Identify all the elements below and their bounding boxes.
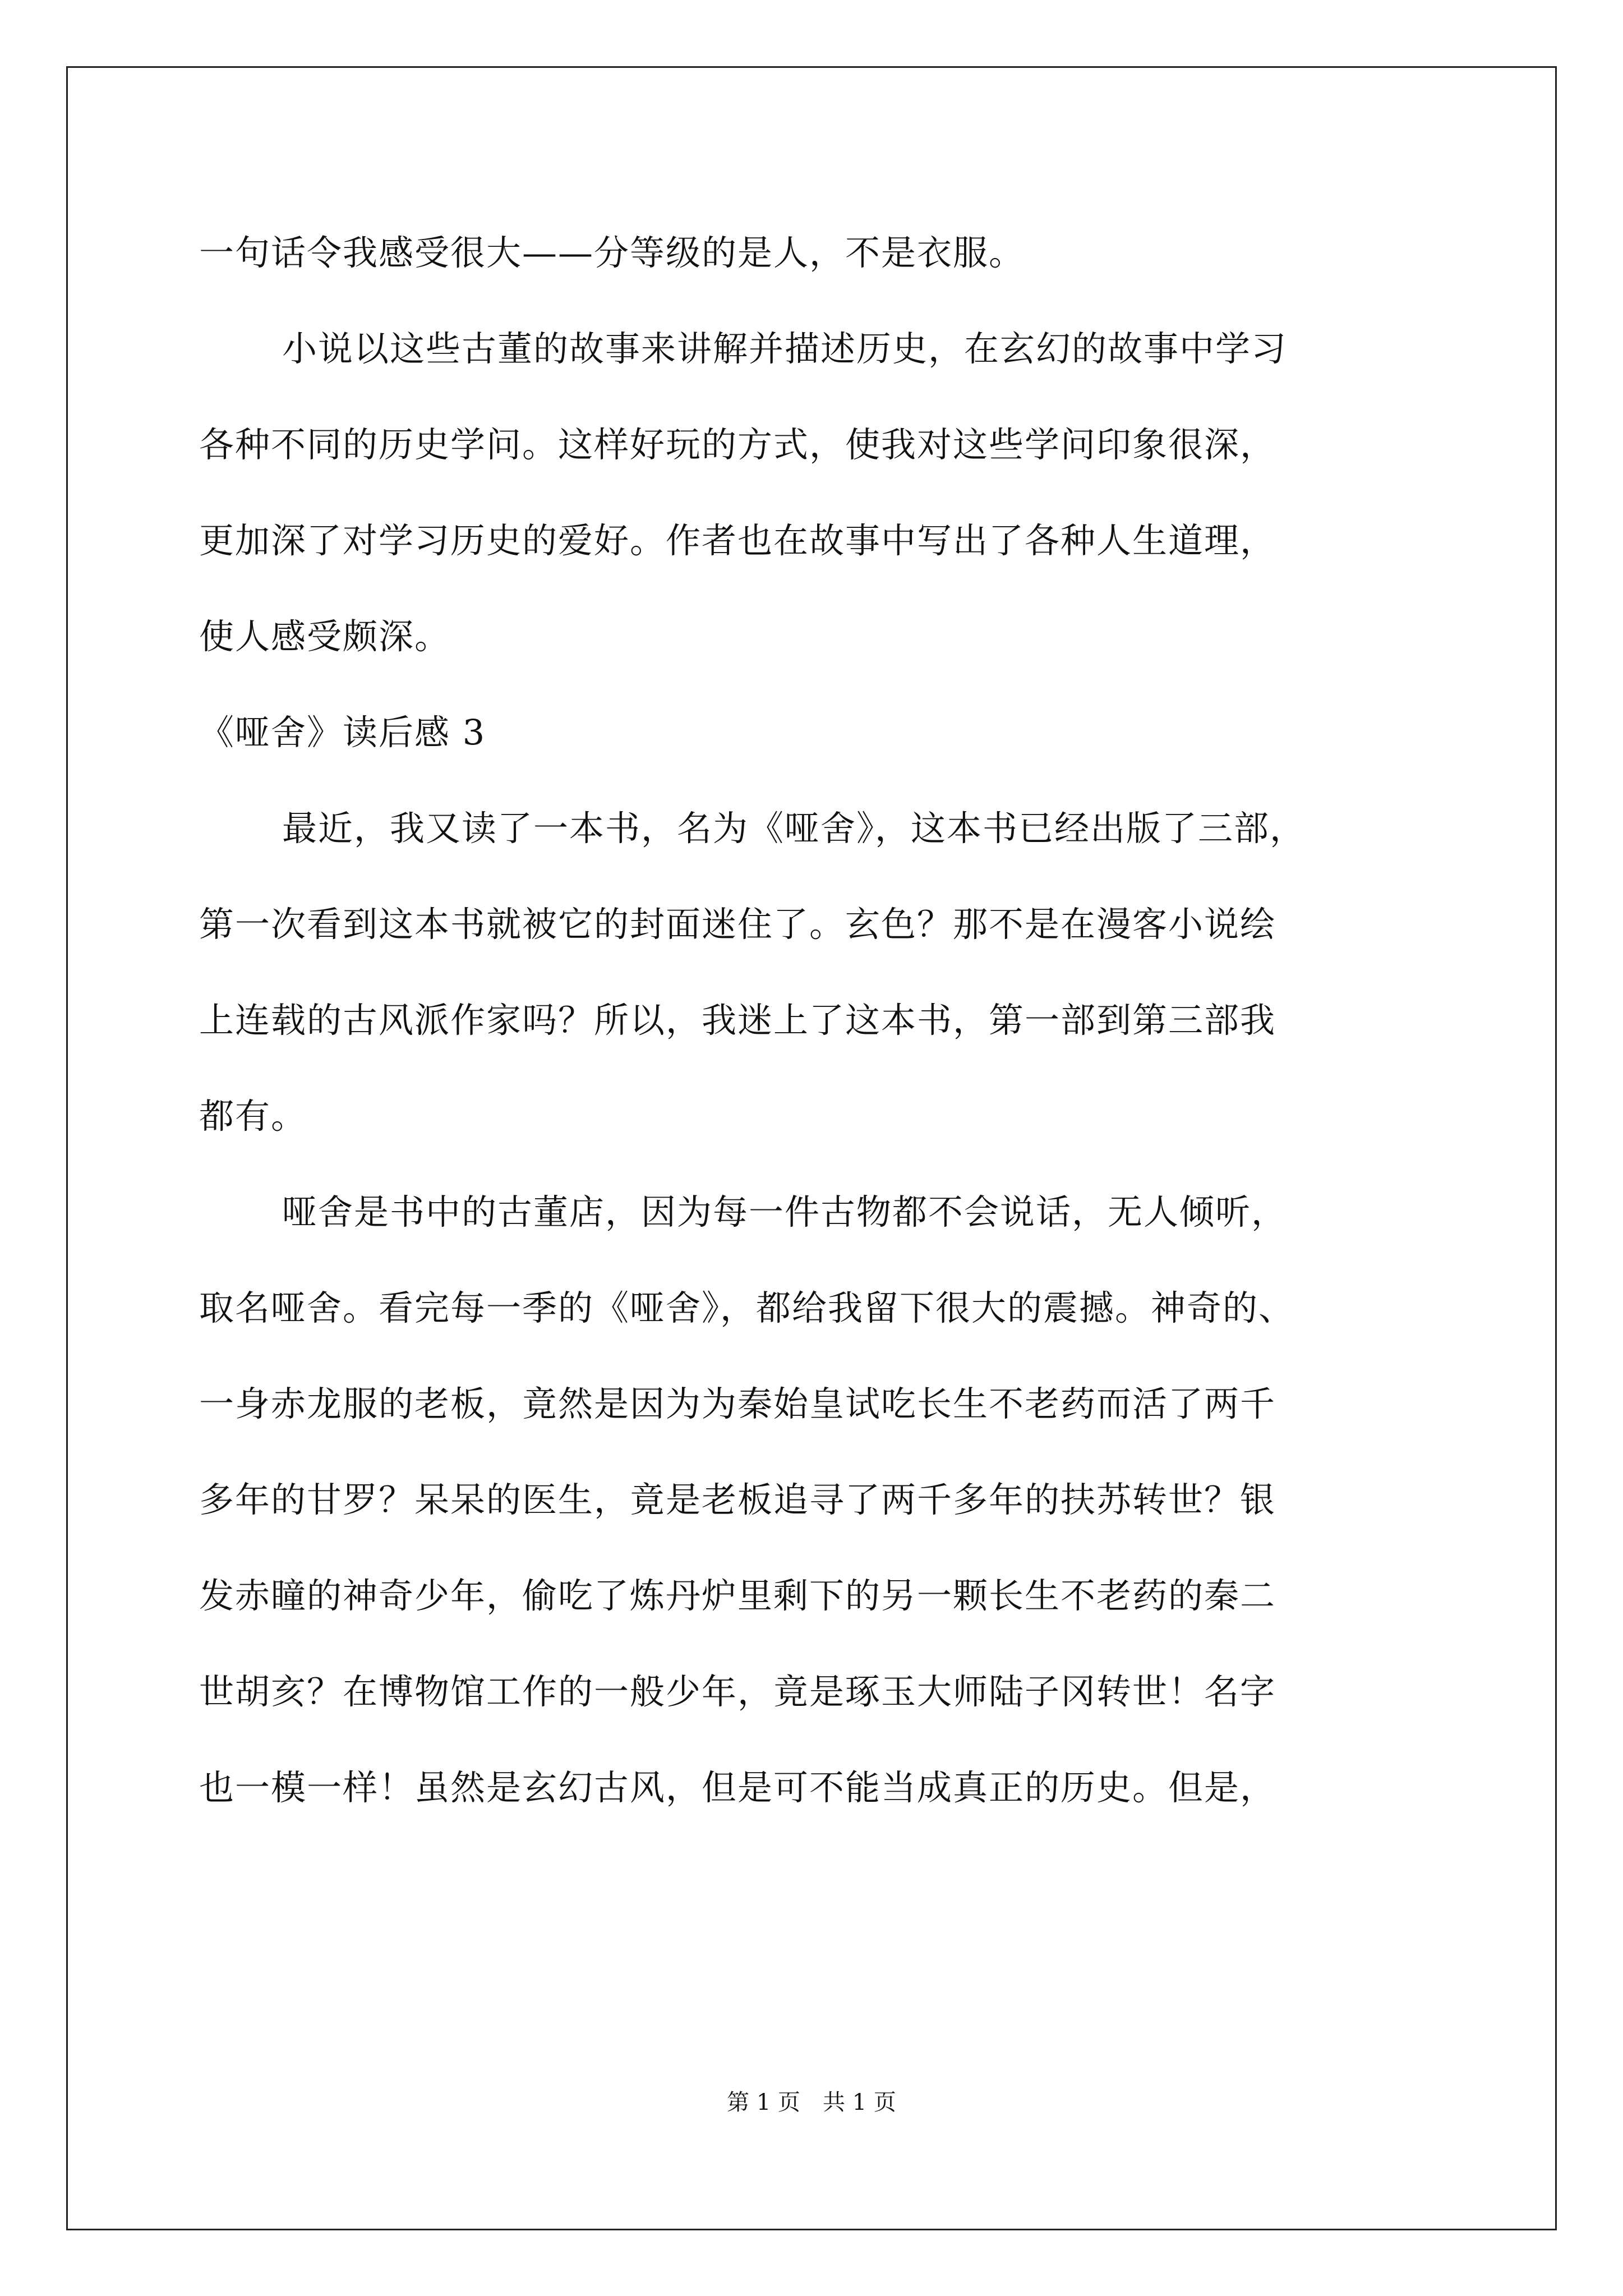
text-line-2: 小说以这些古董的故事来讲解并描述历史，在玄幻的故事中学习	[282, 328, 1288, 369]
text-line-8: 第一次看到这本书就被它的封面迷住了。玄色？那不是在漫客小说绘	[199, 904, 1276, 945]
text-line-15: 发赤瞳的神奇少年，偷吃了炼丹炉里剩下的另一颗长生不老药的秦二	[199, 1575, 1276, 1616]
text-line-7: 最近，我又读了一本书，名为《哑舍》，这本书已经出版了三部，	[282, 808, 1306, 849]
text-line-12: 取名哑舍。看完每一季的《哑舍》，都给我留下很大的震撼。神奇的、	[199, 1287, 1295, 1328]
text-line-3: 各种不同的历史学问。这样好玩的方式，使我对这些学问印象很深，	[199, 424, 1276, 465]
text-line-1: 一句话令我感受很大——分等级的是人，不是衣服。	[199, 232, 1025, 273]
text-line-13: 一身赤龙服的老板，竟然是因为为秦始皇试吃长生不老药而活了两千	[199, 1383, 1276, 1424]
page-footer: 第 1 页 共 1 页	[727, 2090, 896, 2115]
section-heading: 《哑舍》读后感 3	[199, 712, 486, 753]
text-line-14: 多年的甘罗？呆呆的医生，竟是老板追寻了两千多年的扶苏转世？银	[199, 1479, 1276, 1520]
document-body	[199, 205, 1433, 1835]
text-line-17: 也一模一样！虽然是玄幻古风，但是可不能当成真正的历史。但是，	[199, 1767, 1276, 1808]
text-line-11: 哑舍是书中的古董店，因为每一件古物都不会说话，无人倾听，	[282, 1191, 1288, 1232]
text-line-10: 都有。	[199, 1096, 307, 1137]
text-line-16: 世胡亥？在博物馆工作的一般少年，竟是琢玉大师陆子冈转世！名字	[199, 1671, 1276, 1712]
text-line-5: 使人感受颇深。	[199, 616, 451, 657]
text-line-4: 更加深了对学习历史的爱好。作者也在故事中写出了各种人生道理，	[199, 520, 1276, 561]
text-line-9: 上连载的古风派作家吗？所以，我迷上了这本书，第一部到第三部我	[199, 1000, 1276, 1041]
